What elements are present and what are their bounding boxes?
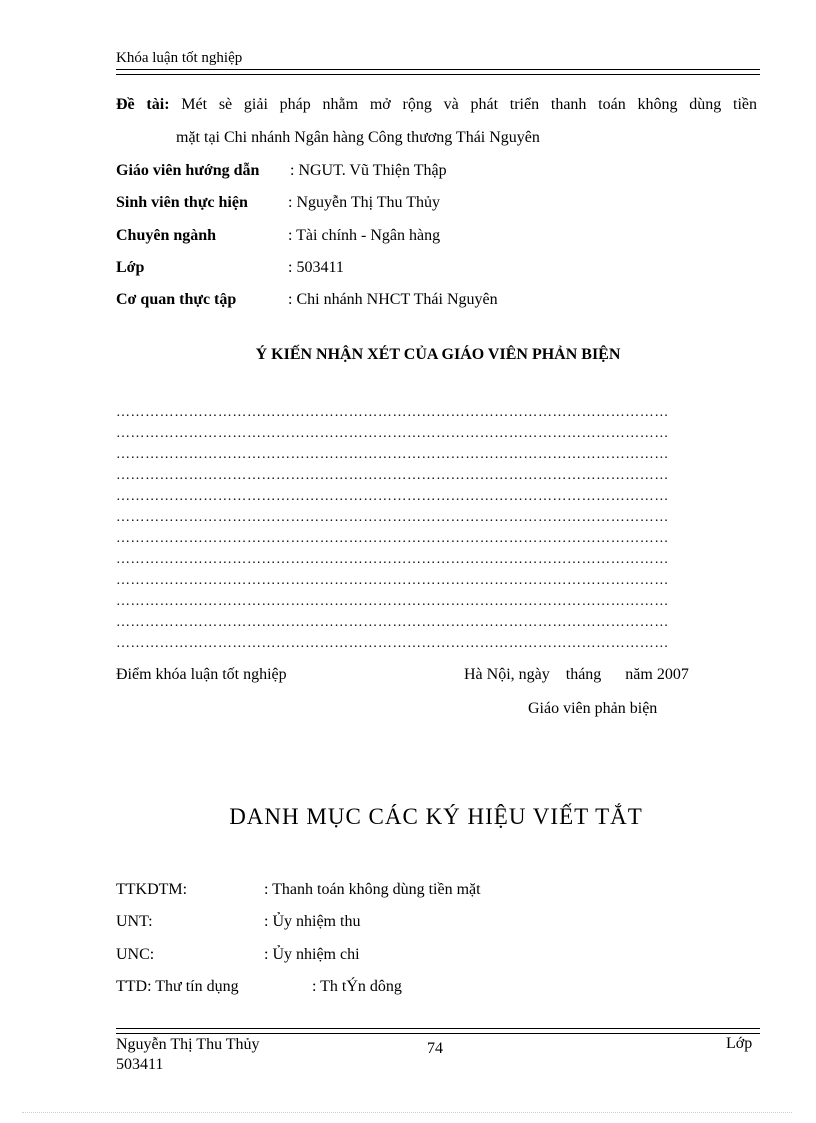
comment-dot-line: …………………………………………………………………………………………………… xyxy=(116,426,669,441)
comment-dot-line: …………………………………………………………………………………………………… xyxy=(116,552,669,567)
info-value: : Tài chính - Ngân hàng xyxy=(288,227,441,244)
abbreviation-meaning: : Ủy nhiệm chi xyxy=(264,946,360,963)
page-number: 74 xyxy=(427,1040,443,1057)
topic-text-line1: Mét sè giải pháp nhằm mở rộng và phát triển thanh toán không dùng tiền xyxy=(181,96,758,113)
info-value: : 503411 xyxy=(288,259,344,276)
comment-dot-line: …………………………………………………………………………………………………… xyxy=(116,636,669,651)
info-row-major xyxy=(116,226,440,246)
info-value: : Nguyễn Thị Thu Thủy xyxy=(288,194,440,211)
info-label: Chuyên ngành xyxy=(116,227,217,244)
abbreviation-code: UNT: xyxy=(116,913,153,930)
info-value: : NGUT. Vũ Thiện Thập xyxy=(290,162,447,179)
page-edge-divider xyxy=(22,1112,792,1113)
comment-dot-line: …………………………………………………………………………………………………… xyxy=(116,573,669,588)
abbreviation-row xyxy=(116,977,402,997)
comment-dot-line: …………………………………………………………………………………………………… xyxy=(116,510,669,525)
info-value: : Chi nhánh NHCT Thái Nguyên xyxy=(288,291,498,308)
info-row-class xyxy=(116,258,344,278)
header-divider xyxy=(116,69,760,75)
review-title: Ý KIẾN NHẬN XÉT CỦA GIÁO VIÊN PHẢN BIỆN xyxy=(255,346,621,363)
footer-divider xyxy=(116,1028,760,1034)
footer-class-label: Lớp xyxy=(726,1035,753,1052)
abbreviation-code: TTD: Thư tín dụng xyxy=(116,978,239,995)
comment-dot-line: …………………………………………………………………………………………………… xyxy=(116,489,669,504)
comment-dot-line: …………………………………………………………………………………………………… xyxy=(116,468,669,483)
info-label: Lớp xyxy=(116,259,145,276)
comment-dot-line: …………………………………………………………………………………………………… xyxy=(116,594,669,609)
info-label: Sinh viên thực hiện xyxy=(116,194,248,211)
score-label: Điểm khóa luận tốt nghiệp xyxy=(116,666,287,683)
topic-text-line2: mặt tại Chi nhánh Ngân hàng Công thương Thái Nguyên xyxy=(176,129,540,146)
abbreviation-meaning: : Ủy nhiệm thu xyxy=(264,913,361,930)
abbreviation-row xyxy=(116,912,360,932)
abbreviation-meaning: : Thanh toán không dùng tiền mặt xyxy=(264,881,481,898)
abbreviation-code: TTKDTM: xyxy=(116,881,188,898)
info-row-student xyxy=(116,193,440,213)
footer-author-name: Nguyễn Thị Thu Thủy xyxy=(116,1036,260,1053)
comment-dot-line: …………………………………………………………………………………………………… xyxy=(116,531,669,546)
topic-label: Đề tài: xyxy=(116,96,170,113)
info-row-internship xyxy=(116,290,498,310)
abbreviations-title: DANH MỤC CÁC KÝ HIỆU VIẾT TẮT xyxy=(229,804,643,829)
abbreviation-code: UNC: xyxy=(116,946,155,963)
abbreviation-row xyxy=(116,880,481,900)
running-header: Khóa luận tốt nghiệp xyxy=(116,50,243,66)
info-label: Cơ quan thực tập xyxy=(116,291,237,308)
footer-class-code: 503411 xyxy=(116,1056,164,1073)
abbreviation-row xyxy=(116,945,360,965)
footer-author xyxy=(116,1035,260,1075)
thesis-topic xyxy=(116,95,757,115)
info-row-advisor xyxy=(116,161,447,181)
abbreviation-meaning: : Th tÝn dông xyxy=(312,978,402,995)
reviewer-signature-label: Giáo viên phản biện xyxy=(528,700,658,717)
info-label: Giáo viên hướng dẫn xyxy=(116,162,260,179)
comment-dot-line: …………………………………………………………………………………………………… xyxy=(116,405,669,420)
date-line: Hà Nội, ngày tháng năm 2007 xyxy=(464,666,689,683)
comment-dot-line: …………………………………………………………………………………………………… xyxy=(116,615,669,630)
comment-dot-line: …………………………………………………………………………………………………… xyxy=(116,447,669,462)
